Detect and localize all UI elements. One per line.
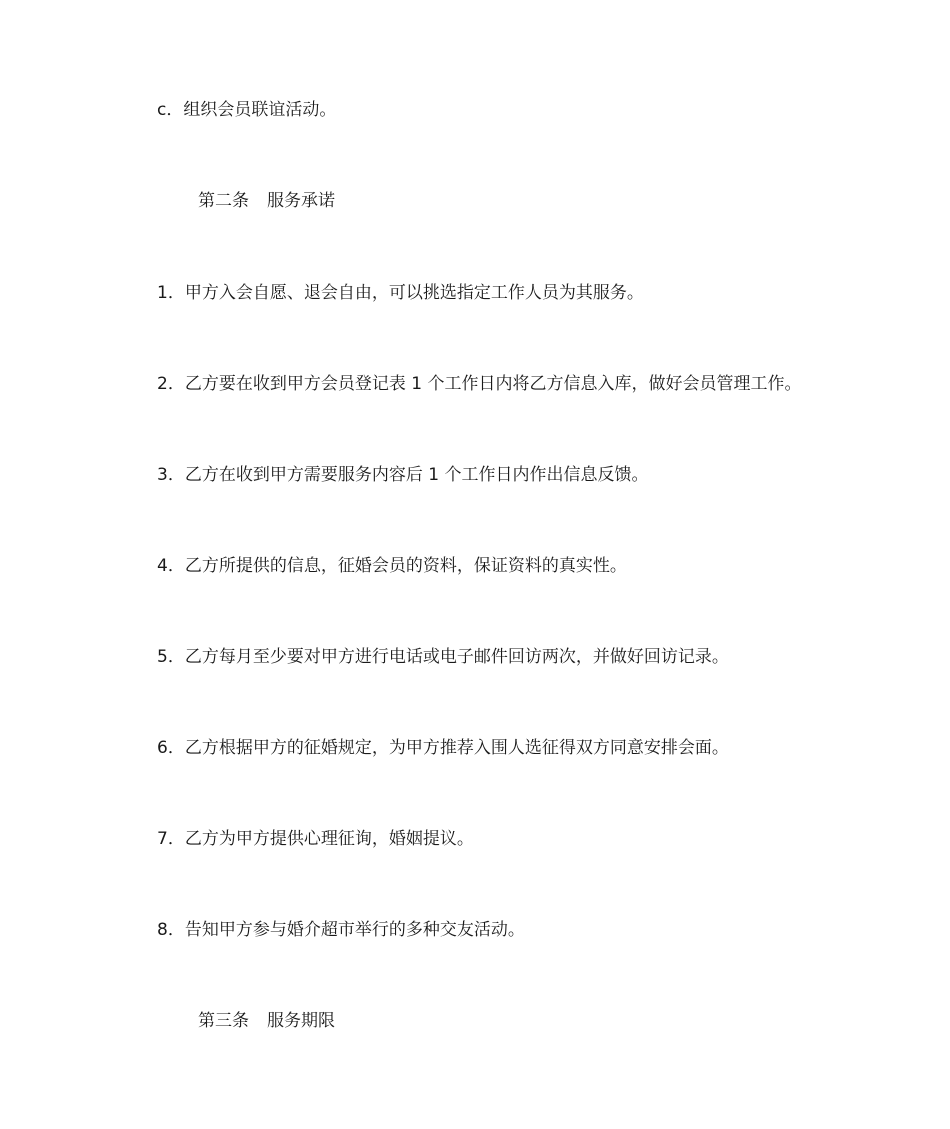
- list-item-6: 6．乙方根据甲方的征婚规定，为甲方推荐入围人选征得双方同意安排会面。: [157, 738, 729, 758]
- list-item-5: 5．乙方每月至少要对甲方进行电话或电子邮件回访两次，并做好回访记录。: [157, 647, 729, 667]
- section-number: 第三条: [198, 1011, 249, 1031]
- section-heading-2: [198, 190, 335, 212]
- section-title: 服务期限: [267, 1011, 335, 1031]
- list-item-3: 3．乙方在收到甲方需要服务内容后 1 个工作日内作出信息反馈。: [157, 465, 649, 485]
- list-item-4: 4．乙方所提供的信息，征婚会员的资料，保证资料的真实性。: [157, 556, 627, 576]
- list-item-1: 1．甲方入会自愿、退会自由，可以挑选指定工作人员为其服务。: [157, 283, 644, 303]
- list-item-2: 2．乙方要在收到甲方会员登记表 1 个工作日内将乙方信息入库，做好会员管理工作。: [157, 374, 802, 394]
- list-item-c: c．组织会员联谊活动。: [157, 100, 337, 120]
- section-title: 服务承诺: [267, 191, 335, 211]
- section-heading-3: [198, 1010, 335, 1032]
- list-item-8: 8．告知甲方参与婚介超市举行的多种交友活动。: [157, 920, 525, 940]
- section-number: 第二条: [198, 191, 249, 211]
- list-item-7: 7．乙方为甲方提供心理征询，婚姻提议。: [157, 829, 474, 849]
